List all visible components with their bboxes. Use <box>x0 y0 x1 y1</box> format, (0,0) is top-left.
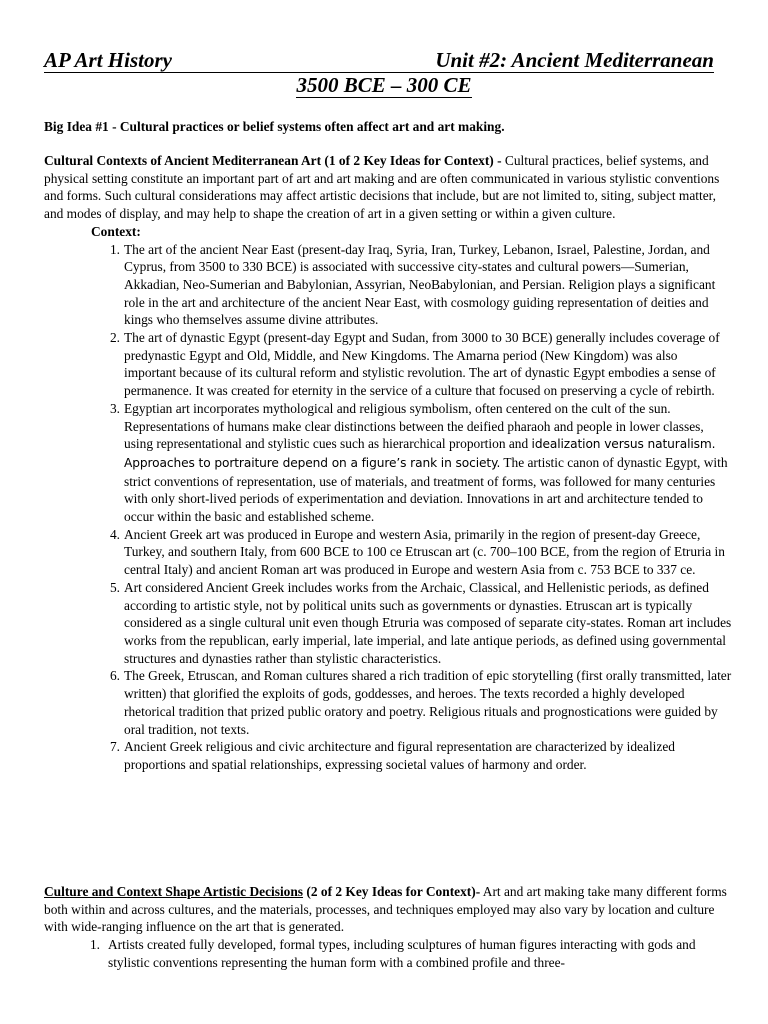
section2-heading-underlined: Culture and Context Shape Artistic Decisions <box>44 884 304 899</box>
list-number: 7. <box>109 739 120 755</box>
list-item <box>44 667 732 738</box>
list-item-text-sans: idealization versus naturalism. Approaches to portraiture depend on a figure’s rank in society. <box>124 437 716 470</box>
course-title: AP Art History <box>44 48 172 72</box>
list-item-text: The art of dynastic Egypt (present-day Egypt and Sudan, from 3000 to 30 BCE) generally includes coverage of predynastic Egypt and Old, Middle, and New Kingdoms. The Amarna period (New Kingdom) was also important because of its cultural reform and stylistic revolution. The art of dynastic Egypt embodies a sense of permanence. It was created for eternity in the service of a culture that focused on preserving a cycle of rebirth. <box>124 330 720 399</box>
list-item-text: Egyptian art incorporates mythological and religious symbolism, often centered on the cult of the sun. Representations of humans make clear distinctions between the deified pharaoh and people in lower classes, using representational and stylistic cues such as hierarchical proportion and <box>124 400 704 452</box>
unit-title: Unit #2: Ancient Mediterranean <box>435 48 714 72</box>
list-number: 4. <box>109 526 120 542</box>
list-number: 2. <box>109 330 120 346</box>
list-item <box>44 579 732 668</box>
list-item-text: The art of the ancient Near East (present-day Iraq, Syria, Iran, Turkey, Lebanon, Israel, Palestine, Jordan, and Cyprus, from 3500 to 330 BCE) is associated with successive city-states and cultural powers—Sumerian, Akkadian, Neo-Sumerian and Babylonian, Assyrian, NeoBabylonian, and Persian. Religion plays a significant role in the art and architecture of the ancient Near East, with cosmology guiding representation of deities and kings who themselves assume divine attributes. <box>124 241 716 328</box>
list-item-text: Ancient Greek art was produced in Europe and western Asia, primarily in the region of present-day Greece, Turkey, and southern Italy, from 600 BCE to 100 ce Etruscan art (c. 700–100 BCE, from the region of Etruria in central Italy) and ancient Roman art was produced in Europe and western Asia from c. 753 BCE to 337 ce. <box>124 526 725 578</box>
section2-heading-rest: (2 of 2 Key Ideas for Context)- <box>303 884 481 899</box>
list-item-text: Ancient Greek religious and civic architecture and figural representation are characterized by idealized proportions and spatial relationships, expressing societal values of harmony and order. <box>124 739 675 772</box>
document-header <box>44 48 714 73</box>
list-item <box>44 738 732 773</box>
section1-paragraph <box>44 152 732 223</box>
list-number: 5. <box>109 579 120 595</box>
date-range: 3500 BCE – 300 CE <box>296 73 472 97</box>
section-culture-and-context <box>44 883 732 972</box>
list-item <box>44 526 732 579</box>
section1-intro: Cultural practices, belief systems, and physical setting constitute an important part of art and art making and are often communicated in various stylistic conventions and forms. Such cultural considerations may affect artistic decisions that include, but are not limited to, siting, subject matter, and modes of display, and may help to shape the creation of art in a given setting or within a given culture. <box>44 153 720 222</box>
list-item-text: Artists created fully developed, formal types, including sculptures of human figures interacting with gods and stylistic conventions representing the human form with a combined profile and three- <box>108 937 696 970</box>
list-item <box>44 400 732 526</box>
list-number: 1. <box>109 241 120 257</box>
list-item-text: Art considered Ancient Greek includes works from the Archaic, Classical, and Hellenistic periods, as defined according to artistic style, not by political units such as governments or dynasties. Etruscan art is typically considered as a single cultural unit even though Etruria was composed of separate city-states. Roman art includes works from the republican, early imperial, late imperial, and late antique periods, as defined using governmental structures and dynasties rather than stylistic characteristics. <box>124 579 732 666</box>
list-item-text: The Greek, Etruscan, and Roman cultures shared a rich tradition of epic storytelling (first orally transmitted, later written) that glorified the exploits of gods, goddesses, and heroes. The texts recorded a highly developed rhetorical tradition that prized public oratory and poetry. Religious rituals and prognostications were guided by oral tradition, not texts. <box>124 668 732 737</box>
list-item <box>44 329 732 400</box>
context-list <box>44 241 732 774</box>
list-number: 3. <box>109 400 120 416</box>
list-number: 6. <box>109 668 120 684</box>
section1-heading: Cultural Contexts of Ancient Mediterranean Art (1 of 2 Key Ideas for Context) - <box>44 153 502 168</box>
section2-paragraph <box>44 883 732 936</box>
list-number: 1. <box>89 937 100 953</box>
context-label: Context: <box>91 223 141 239</box>
big-idea: Big Idea #1 - Cultural practices or belief systems often affect art and art making. <box>44 119 505 134</box>
culture-list <box>44 936 732 971</box>
section-cultural-contexts <box>44 152 732 774</box>
list-item <box>44 936 732 971</box>
date-range-heading <box>0 73 768 97</box>
section2-intro: Art and art making take many different forms both within and across cultures, and the materials, processes, and techniques employed may also vary by location and culture with wide-ranging influence on the art that is generated. <box>44 884 727 935</box>
list-item-text-cont: The artistic canon of dynastic Egypt, with strict conventions of representation, use of materials, and treatment of forms, was followed for many centuries with only short-lived periods of experimentation and deviation. Innovations in art and architecture tended to occur within the basic and established scheme. <box>124 454 728 525</box>
list-item <box>44 241 732 330</box>
